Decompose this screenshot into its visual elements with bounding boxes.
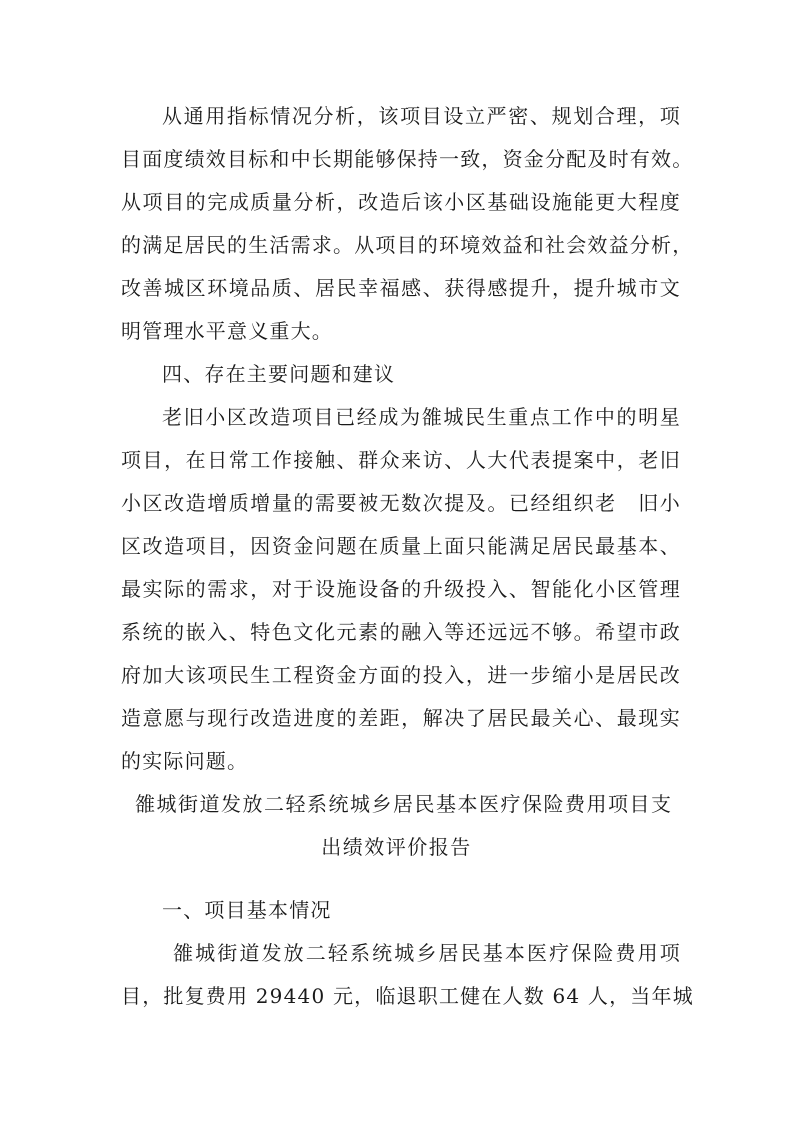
paragraph-line: 区改造项目，因资金问题在质量上面只能满足居民最基本、 bbox=[121, 534, 681, 558]
paragraph-line: 雒城街道发放二轻系统城乡居民基本医疗保险费用项 bbox=[173, 941, 681, 965]
paragraph-line: 项目，在日常工作接触、群众来访、人大代表提案中，老旧 bbox=[121, 448, 681, 472]
paragraph-line: 从通用指标情况分析，该项目设立严密、规划合理，项 bbox=[162, 104, 681, 128]
paragraph-line: 系统的嵌入、特色文化元素的融入等还远远不够。希望市政 bbox=[121, 620, 681, 644]
paragraph-line: 的实际问题。 bbox=[121, 749, 249, 773]
paragraph-line: 小区改造增质增量的需要被无数次提及。已经组织老 旧小 bbox=[121, 491, 681, 515]
paragraph-line: 的满足居民的生活需求。从项目的环境效益和社会效益分析， bbox=[121, 233, 694, 257]
section-heading: 四、存在主要问题和建议 bbox=[162, 362, 396, 386]
paragraph-line: 目面度绩效目标和中长期能够保持一致，资金分配及时有效。 bbox=[121, 147, 694, 171]
report-section-heading: 一、项目基本情况 bbox=[162, 898, 332, 922]
paragraph-line: 目，批复费用 29440 元，临退职工健在人数 64 人，当年城 bbox=[121, 984, 694, 1008]
paragraph-line: 最实际的需求，对于设施设备的升级投入、智能化小区管理 bbox=[121, 577, 681, 601]
report-title-line-2: 出绩效评价报告 bbox=[321, 835, 472, 859]
paragraph-line: 造意愿与现行改造进度的差距，解决了居民最关心、最现实 bbox=[121, 706, 681, 730]
report-title-line-1: 雒城街道发放二轻系统城乡居民基本医疗保险费用项目支 bbox=[135, 792, 673, 816]
paragraph-line: 明管理水平意义重大。 bbox=[121, 319, 333, 343]
paragraph-line: 从项目的完成质量分析，改造后该小区基础设施能更大程度 bbox=[121, 190, 681, 214]
paragraph-line: 改善城区环境品质、居民幸福感、获得感提升，提升城市文 bbox=[121, 276, 681, 300]
paragraph-line: 老旧小区改造项目已经成为雒城民生重点工作中的明星 bbox=[162, 405, 681, 429]
paragraph-line: 府加大该项民生工程资金方面的投入，进一步缩小是居民改 bbox=[121, 663, 681, 687]
